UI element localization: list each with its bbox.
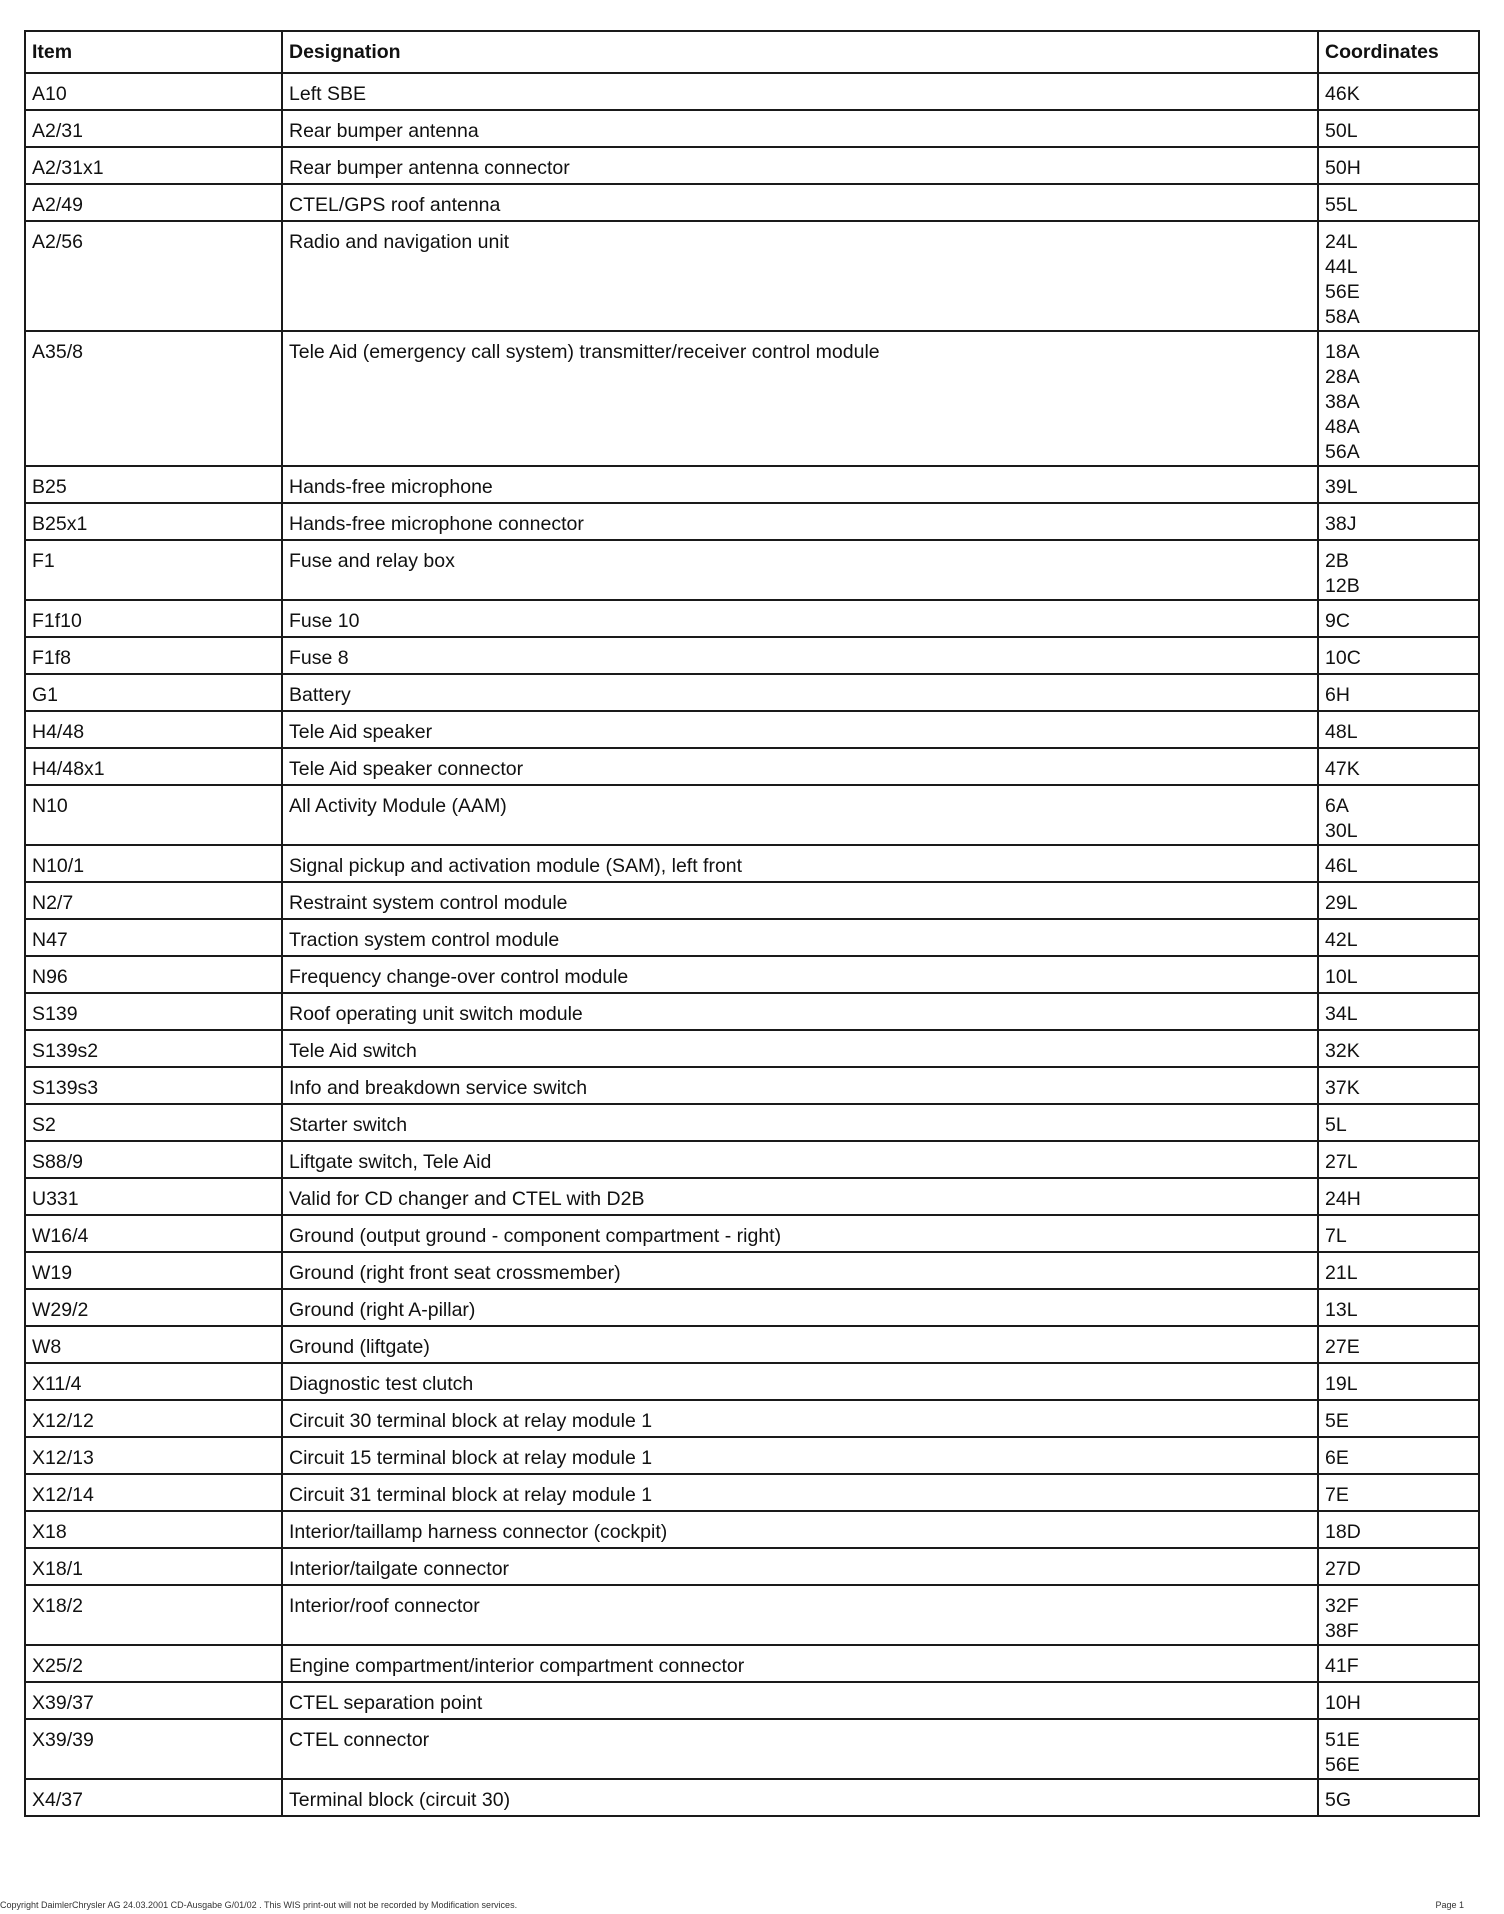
coordinate-value: 46L xyxy=(1325,855,1358,877)
coordinate-value: 18A xyxy=(1325,341,1360,363)
table-row xyxy=(25,1104,1479,1141)
table-row xyxy=(25,1474,1479,1511)
coordinate-value: 50L xyxy=(1325,120,1358,142)
cell-coordinates xyxy=(1318,1104,1479,1141)
table-row xyxy=(25,1363,1479,1400)
coordinate-value: 18D xyxy=(1325,1521,1361,1543)
cell-designation: Fuse 8 xyxy=(282,637,1318,674)
cell-coordinates xyxy=(1318,1682,1479,1719)
coordinate-value: 7E xyxy=(1325,1484,1349,1506)
cell-designation: Starter switch xyxy=(282,1104,1318,1141)
table-row xyxy=(25,1289,1479,1326)
coordinate-value: 5G xyxy=(1325,1789,1352,1811)
cell-designation: Interior/tailgate connector xyxy=(282,1548,1318,1585)
coordinate-value: 38A xyxy=(1325,391,1360,413)
table-row xyxy=(25,1326,1479,1363)
cell-coordinates xyxy=(1318,1779,1479,1816)
cell-item: W19 xyxy=(25,1252,282,1289)
coordinate-value: 19L xyxy=(1325,1373,1358,1395)
cell-coordinates xyxy=(1318,674,1479,711)
cell-item: B25 xyxy=(25,466,282,503)
cell-coordinates xyxy=(1318,110,1479,147)
table-row xyxy=(25,993,1479,1030)
cell-designation: Left SBE xyxy=(282,73,1318,110)
coordinate-value: 48A xyxy=(1325,416,1360,438)
cell-coordinates xyxy=(1318,1178,1479,1215)
cell-coordinates xyxy=(1318,1326,1479,1363)
cell-item: S2 xyxy=(25,1104,282,1141)
table-row xyxy=(25,1400,1479,1437)
table-row xyxy=(25,882,1479,919)
table-row xyxy=(25,73,1479,110)
coordinate-value: 58A xyxy=(1325,306,1360,328)
cell-item: S139s2 xyxy=(25,1030,282,1067)
coordinate-value: 32F xyxy=(1325,1595,1359,1617)
table-row xyxy=(25,711,1479,748)
coordinate-value: 10C xyxy=(1325,647,1361,669)
cell-item: W29/2 xyxy=(25,1289,282,1326)
cell-designation: Circuit 15 terminal block at relay module 1 xyxy=(282,1437,1318,1474)
coordinate-value: 24H xyxy=(1325,1188,1361,1210)
cell-item: X4/37 xyxy=(25,1779,282,1816)
table-row xyxy=(25,1779,1479,1816)
cell-designation: All Activity Module (AAM) xyxy=(282,785,1318,845)
cell-coordinates xyxy=(1318,331,1479,466)
cell-item: X12/13 xyxy=(25,1437,282,1474)
coordinate-value: 6E xyxy=(1325,1447,1349,1469)
cell-designation: Interior/taillamp harness connector (cockpit) xyxy=(282,1511,1318,1548)
cell-designation: Circuit 30 terminal block at relay module 1 xyxy=(282,1400,1318,1437)
cell-coordinates xyxy=(1318,1511,1479,1548)
cell-item: S88/9 xyxy=(25,1141,282,1178)
cell-item: W16/4 xyxy=(25,1215,282,1252)
cell-item: X18 xyxy=(25,1511,282,1548)
cell-coordinates xyxy=(1318,845,1479,882)
header-item: Item xyxy=(25,31,282,73)
table-row xyxy=(25,637,1479,674)
table-row xyxy=(25,1178,1479,1215)
cell-coordinates xyxy=(1318,466,1479,503)
cell-designation: Battery xyxy=(282,674,1318,711)
cell-designation: Tele Aid speaker xyxy=(282,711,1318,748)
coordinate-value: 13L xyxy=(1325,1299,1358,1321)
cell-designation: Rear bumper antenna connector xyxy=(282,147,1318,184)
cell-coordinates xyxy=(1318,1548,1479,1585)
table-row xyxy=(25,1548,1479,1585)
cell-item: X12/12 xyxy=(25,1400,282,1437)
cell-designation: Ground (liftgate) xyxy=(282,1326,1318,1363)
cell-designation: Restraint system control module xyxy=(282,882,1318,919)
cell-coordinates xyxy=(1318,637,1479,674)
cell-designation: Fuse and relay box xyxy=(282,540,1318,600)
coordinate-value: 27L xyxy=(1325,1151,1358,1173)
coordinate-value: 24L xyxy=(1325,231,1358,253)
cell-item: N2/7 xyxy=(25,882,282,919)
cell-designation: Tele Aid (emergency call system) transmitter/receiver control module xyxy=(282,331,1318,466)
cell-coordinates xyxy=(1318,503,1479,540)
cell-item: W8 xyxy=(25,1326,282,1363)
table-row xyxy=(25,503,1479,540)
table-body xyxy=(25,73,1479,1816)
cell-coordinates xyxy=(1318,748,1479,785)
table-row xyxy=(25,1067,1479,1104)
cell-item: X18/2 xyxy=(25,1585,282,1645)
cell-item: A35/8 xyxy=(25,331,282,466)
coordinate-value: 44L xyxy=(1325,256,1358,278)
cell-coordinates xyxy=(1318,956,1479,993)
coordinate-value: 30L xyxy=(1325,820,1358,842)
cell-designation: Hands-free microphone xyxy=(282,466,1318,503)
table-row xyxy=(25,1215,1479,1252)
cell-designation: Tele Aid speaker connector xyxy=(282,748,1318,785)
cell-designation: Tele Aid switch xyxy=(282,1030,1318,1067)
copyright-notice: Copyright DaimlerChrysler AG 24.03.2001 CD-Ausgabe G/01/02 . This WIS print-out will not be recorded by Modification services. xyxy=(0,1900,518,1910)
cell-item: N96 xyxy=(25,956,282,993)
cell-item: N47 xyxy=(25,919,282,956)
coordinate-value: 6H xyxy=(1325,684,1350,706)
cell-designation: Ground (right front seat crossmember) xyxy=(282,1252,1318,1289)
coordinate-value: 32K xyxy=(1325,1040,1360,1062)
coordinate-value: 10H xyxy=(1325,1692,1361,1714)
cell-item: A2/31 xyxy=(25,110,282,147)
cell-coordinates xyxy=(1318,1141,1479,1178)
cell-designation: Traction system control module xyxy=(282,919,1318,956)
coordinate-value: 29L xyxy=(1325,892,1358,914)
cell-coordinates xyxy=(1318,1252,1479,1289)
coordinate-value: 5E xyxy=(1325,1410,1349,1432)
coordinate-value: 5L xyxy=(1325,1114,1347,1136)
coordinate-value: 48L xyxy=(1325,721,1358,743)
table-row xyxy=(25,956,1479,993)
cell-coordinates xyxy=(1318,1215,1479,1252)
table-row xyxy=(25,600,1479,637)
cell-coordinates xyxy=(1318,882,1479,919)
cell-item: H4/48x1 xyxy=(25,748,282,785)
table-row xyxy=(25,1030,1479,1067)
cell-item: X25/2 xyxy=(25,1645,282,1682)
cell-coordinates xyxy=(1318,1585,1479,1645)
cell-item: F1f8 xyxy=(25,637,282,674)
coordinate-value: 27D xyxy=(1325,1558,1361,1580)
cell-coordinates xyxy=(1318,919,1479,956)
cell-item: N10 xyxy=(25,785,282,845)
table-row xyxy=(25,1141,1479,1178)
cell-designation: Hands-free microphone connector xyxy=(282,503,1318,540)
cell-coordinates xyxy=(1318,221,1479,331)
coordinate-value: 56E xyxy=(1325,281,1360,303)
cell-coordinates xyxy=(1318,1363,1479,1400)
cell-designation: Roof operating unit switch module xyxy=(282,993,1318,1030)
coordinate-value: 9C xyxy=(1325,610,1350,632)
cell-coordinates xyxy=(1318,540,1479,600)
cell-coordinates xyxy=(1318,1474,1479,1511)
coordinate-value: 7L xyxy=(1325,1225,1347,1247)
cell-coordinates xyxy=(1318,600,1479,637)
table-row xyxy=(25,540,1479,600)
table-row xyxy=(25,785,1479,845)
cell-designation: Ground (right A-pillar) xyxy=(282,1289,1318,1326)
cell-coordinates xyxy=(1318,1400,1479,1437)
table-row xyxy=(25,147,1479,184)
coordinate-value: 38J xyxy=(1325,513,1357,535)
cell-coordinates xyxy=(1318,73,1479,110)
coordinate-value: 21L xyxy=(1325,1262,1358,1284)
cell-item: X11/4 xyxy=(25,1363,282,1400)
designation-table xyxy=(24,30,1480,1817)
cell-designation: Signal pickup and activation module (SAM), left front xyxy=(282,845,1318,882)
cell-coordinates xyxy=(1318,1030,1479,1067)
cell-coordinates xyxy=(1318,711,1479,748)
cell-designation: Liftgate switch, Tele Aid xyxy=(282,1141,1318,1178)
cell-designation: CTEL separation point xyxy=(282,1682,1318,1719)
coordinate-value: 56E xyxy=(1325,1754,1360,1776)
cell-designation: CTEL connector xyxy=(282,1719,1318,1779)
cell-coordinates xyxy=(1318,1645,1479,1682)
cell-item: A2/31x1 xyxy=(25,147,282,184)
cell-designation: Diagnostic test clutch xyxy=(282,1363,1318,1400)
cell-item: X12/14 xyxy=(25,1474,282,1511)
table-row xyxy=(25,1645,1479,1682)
table-row xyxy=(25,184,1479,221)
cell-item: S139s3 xyxy=(25,1067,282,1104)
coordinate-value: 27E xyxy=(1325,1336,1360,1358)
cell-designation: Ground (output ground - component compartment - right) xyxy=(282,1215,1318,1252)
cell-item: X18/1 xyxy=(25,1548,282,1585)
table-row xyxy=(25,674,1479,711)
page-number: Page 1 xyxy=(1435,1900,1464,1910)
coordinate-value: 46K xyxy=(1325,83,1360,105)
cell-item: B25x1 xyxy=(25,503,282,540)
cell-designation: Engine compartment/interior compartment connector xyxy=(282,1645,1318,1682)
cell-coordinates xyxy=(1318,1719,1479,1779)
cell-designation: Circuit 31 terminal block at relay module 1 xyxy=(282,1474,1318,1511)
coordinate-value: 10L xyxy=(1325,966,1358,988)
cell-item: H4/48 xyxy=(25,711,282,748)
table-row xyxy=(25,845,1479,882)
cell-designation: Interior/roof connector xyxy=(282,1585,1318,1645)
cell-coordinates xyxy=(1318,184,1479,221)
cell-item: G1 xyxy=(25,674,282,711)
coordinate-value: 6A xyxy=(1325,795,1349,817)
table-row xyxy=(25,110,1479,147)
coordinate-value: 56A xyxy=(1325,441,1360,463)
header-coordinates: Coordinates xyxy=(1318,31,1479,73)
cell-coordinates xyxy=(1318,993,1479,1030)
coordinate-value: 2B xyxy=(1325,550,1349,572)
coordinate-value: 38F xyxy=(1325,1620,1359,1642)
cell-item: A2/49 xyxy=(25,184,282,221)
cell-item: S139 xyxy=(25,993,282,1030)
cell-designation: Rear bumper antenna xyxy=(282,110,1318,147)
table-row xyxy=(25,919,1479,956)
cell-item: U331 xyxy=(25,1178,282,1215)
cell-coordinates xyxy=(1318,1067,1479,1104)
cell-designation: Info and breakdown service switch xyxy=(282,1067,1318,1104)
cell-designation: Fuse 10 xyxy=(282,600,1318,637)
coordinate-value: 39L xyxy=(1325,476,1358,498)
cell-item: X39/37 xyxy=(25,1682,282,1719)
coordinate-value: 51E xyxy=(1325,1729,1360,1751)
table-row xyxy=(25,1437,1479,1474)
cell-designation: Terminal block (circuit 30) xyxy=(282,1779,1318,1816)
coordinate-value: 41F xyxy=(1325,1655,1359,1677)
table-row xyxy=(25,1511,1479,1548)
cell-item: F1f10 xyxy=(25,600,282,637)
cell-designation: CTEL/GPS roof antenna xyxy=(282,184,1318,221)
table-row xyxy=(25,748,1479,785)
cell-coordinates xyxy=(1318,147,1479,184)
cell-item: X39/39 xyxy=(25,1719,282,1779)
coordinate-value: 47K xyxy=(1325,758,1360,780)
header-designation: Designation xyxy=(282,31,1318,73)
coordinate-value: 50H xyxy=(1325,157,1361,179)
cell-coordinates xyxy=(1318,1437,1479,1474)
cell-item: N10/1 xyxy=(25,845,282,882)
cell-coordinates xyxy=(1318,785,1479,845)
cell-designation: Valid for CD changer and CTEL with D2B xyxy=(282,1178,1318,1215)
coordinate-value: 42L xyxy=(1325,929,1358,951)
table-row xyxy=(25,331,1479,466)
table-row xyxy=(25,221,1479,331)
table-row xyxy=(25,1252,1479,1289)
coordinate-value: 28A xyxy=(1325,366,1360,388)
cell-item: A2/56 xyxy=(25,221,282,331)
cell-item: F1 xyxy=(25,540,282,600)
table-row xyxy=(25,1682,1479,1719)
table-header-row xyxy=(25,31,1479,73)
cell-coordinates xyxy=(1318,1289,1479,1326)
coordinate-value: 55L xyxy=(1325,194,1358,216)
coordinate-value: 12B xyxy=(1325,575,1360,597)
page-footer xyxy=(0,1898,1504,1914)
cell-designation: Frequency change-over control module xyxy=(282,956,1318,993)
coordinate-value: 34L xyxy=(1325,1003,1358,1025)
table-row xyxy=(25,1585,1479,1645)
cell-designation: Radio and navigation unit xyxy=(282,221,1318,331)
table-row xyxy=(25,1719,1479,1779)
cell-item: A10 xyxy=(25,73,282,110)
table-row xyxy=(25,466,1479,503)
coordinate-value: 37K xyxy=(1325,1077,1360,1099)
